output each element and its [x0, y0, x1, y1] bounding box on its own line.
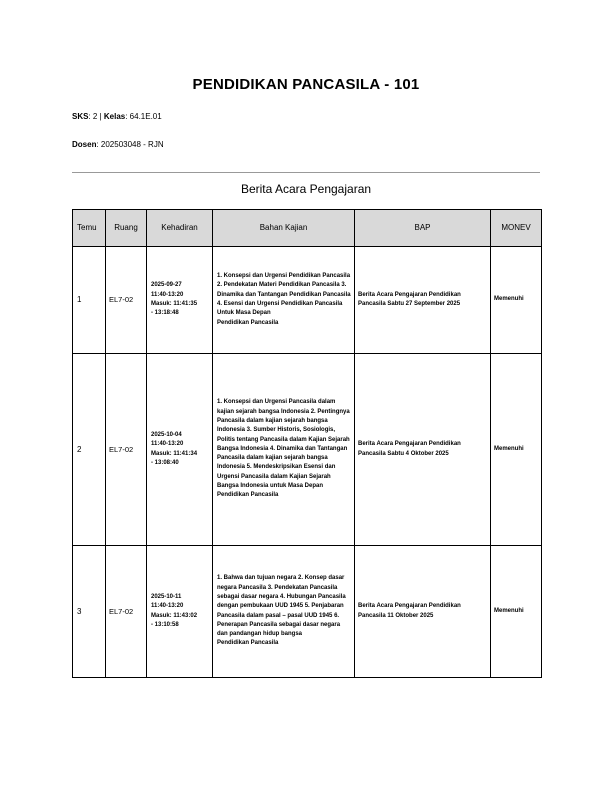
bap-table — [72, 209, 542, 678]
cell-temu: 2 — [73, 354, 106, 546]
sks-label: SKS — [72, 112, 89, 121]
kehadiran-keluar: - 13:18:48 — [151, 310, 179, 317]
cell-ruang: EL7-02 — [106, 546, 147, 678]
kehadiran-masuk: Masuk: 11:43:02 — [151, 612, 198, 619]
cell-kehadiran — [147, 546, 213, 678]
page-title: PENDIDIKAN PANCASILA - 101 — [192, 76, 420, 93]
bahan-kajian-text: 1. Konsepsi dan Urgensi Pancasila dalam kajian sejarah bangsa Indonesia 2. Pentingnya Pancasila dalam kajian sejarah bangsa Indonesia 3. Sumber Historis, Sosiologis, Politis tentang Pancasila dalam Kajian Sejarah Bangsa Indonesia 4. Dinamika dan Tantangan Pancasila dalam kajian sejarah bangsa Indonesia 5. Mendeskripsikan Esensi dan Urgensi Pancasila dalam Kajian Sejarah Bangsa Indonesia untuk Masa Depan — [217, 399, 350, 490]
sks-value: : 2 | — [88, 112, 104, 121]
cell-monev: Memenuhi — [491, 546, 542, 678]
kehadiran-date: 2025-10-04 — [151, 431, 182, 438]
cell-ruang: EL7-02 — [106, 354, 147, 546]
bahan-kajian-subject: Pendidikan Pancasila — [217, 640, 279, 647]
dosen-label: Dosen — [72, 140, 97, 149]
header-temu: Temu — [73, 210, 106, 247]
section-title: Berita Acara Pengajaran — [240, 182, 372, 196]
header-bahan-kajian: Bahan Kajian — [213, 210, 355, 247]
kehadiran-masuk: Masuk: 11:41:34 — [151, 450, 198, 457]
cell-kehadiran — [147, 247, 213, 354]
kehadiran-date: 2025-10-11 — [151, 593, 182, 600]
cell-bap: Berita Acara Pengajaran Pendidikan Pancasila 11 Oktober 2025 — [355, 546, 491, 678]
table-row — [73, 247, 542, 354]
kehadiran-keluar: - 13:10:58 — [151, 621, 179, 628]
cell-kehadiran — [147, 354, 213, 546]
divider — [72, 172, 540, 173]
dosen-value: : 202503048 - RJN — [96, 140, 164, 149]
course-meta — [72, 112, 162, 121]
cell-bap: Berita Acara Pengajaran Pendidikan Pancasila Sabtu 27 September 2025 — [355, 247, 491, 354]
kehadiran-time: 11:40-13:20 — [151, 441, 184, 448]
table-row — [73, 546, 542, 678]
kehadiran-keluar: - 13:08:40 — [151, 459, 179, 466]
lecturer-meta — [72, 140, 164, 149]
bahan-kajian-subject: Pendidikan Pancasila — [217, 492, 279, 499]
kehadiran-masuk: Masuk: 11:41:35 — [151, 301, 198, 307]
kelas-value: : 64.1E.01 — [125, 112, 162, 121]
cell-bahan-kajian — [213, 247, 355, 354]
cell-bahan-kajian — [213, 546, 355, 678]
kehadiran-time: 11:40-13:20 — [151, 291, 184, 298]
cell-bap: Berita Acara Pengajaran Pendidikan Pancasila Sabtu 4 Oktober 2025 — [355, 354, 491, 546]
cell-monev: Memenuhi — [491, 354, 542, 546]
header-monev: MONEV — [491, 210, 542, 247]
bahan-kajian-text: 1. Bahwa dan tujuan negara 2. Konsep dasar negara Pancasila 3. Pendekatan Pancasila sebagai dasar negara 4. Hubungan Pancasila dengan pembukaan UUD 1945 5. Penjabaran Pancasila dalam pasal – pasal UUD 1945 6. Penerapan Pancasila sebagai dasar negara dan pandangan hidup bangsa — [217, 575, 346, 638]
bahan-kajian-text: 1. Konsepsi dan Urgensi Pendidikan Pancasila 2. Pendekatan Materi Pendidikan Pancasila 3. Dinamika dan Tantangan Pendidikan Pancasila 4. Esensi dan Urgensi Pendidikan Pancasila Untuk Masa Depan — [217, 273, 351, 317]
header-ruang: Ruang — [106, 210, 147, 247]
kelas-label: Kelas — [103, 112, 126, 121]
cell-ruang: EL7-02 — [106, 247, 147, 354]
cell-monev: Memenuhi — [491, 247, 542, 354]
header-kehadiran: Kehadiran — [147, 210, 213, 247]
table-row — [73, 354, 542, 546]
kehadiran-date: 2025-09-27 — [151, 282, 182, 289]
bahan-kajian-subject: Pendidikan Pancasila — [217, 319, 279, 326]
cell-temu: 3 — [73, 546, 106, 678]
cell-temu: 1 — [73, 247, 106, 354]
cell-bahan-kajian — [213, 354, 355, 546]
table-header-row — [73, 210, 542, 247]
kehadiran-time: 11:40-13:20 — [151, 603, 184, 610]
header-bap: BAP — [355, 210, 491, 247]
